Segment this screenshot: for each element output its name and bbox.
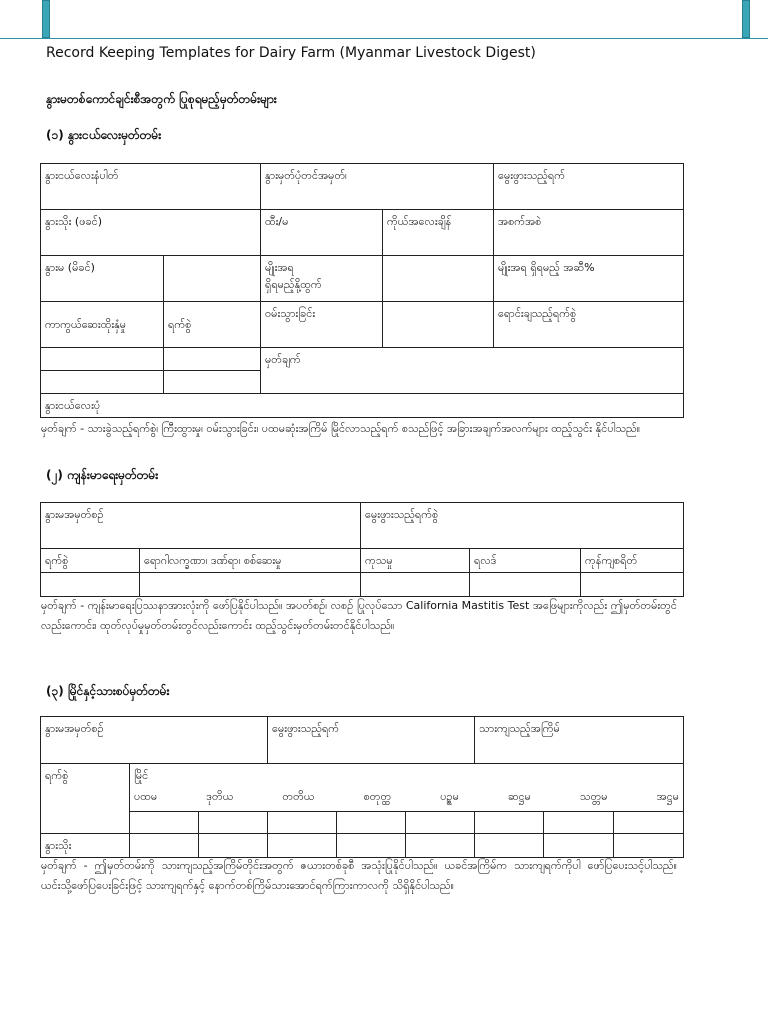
cow-number-cell: နွားမအမှတ်စဉ် [41,503,361,549]
blank-cell [544,834,614,858]
blank-cell [41,573,140,597]
diarrhea-cell: ဝမ်းသွားခြင်း [261,302,383,348]
calf-number-cell: နွားငယ်လေးနံပါတ် [41,164,261,210]
bull-label-cell: နွားသိုး [41,834,130,858]
heat-label: မြိုင် [134,769,149,782]
table-row [41,164,684,210]
table-row [41,549,684,573]
blank-cell [475,834,544,858]
blank-cell [337,834,406,858]
main-heading: နွားမတစ်ကောင်ချင်းစီအတွက် ပြုစုရမည့်မှတ်တမ်းများ [46,92,277,106]
ordinal-4: စတုတ္ထ [363,790,392,803]
sex-cell: ထီး/မ [261,210,383,256]
section-2-heading: (၂) ကျန်းမာရေးမှတ်တမ်း [46,468,159,482]
blank-cell [41,348,164,371]
sire-cell: နွားသိုး (ဖခင်) [41,210,261,256]
blank-cell [164,348,261,371]
calf-record-table [40,163,684,418]
vaccination-date-cell: ရက်စွဲ [164,302,261,348]
blank-cell [41,371,164,394]
ordinal-1: ပထမ [134,790,158,803]
header-accent-right [742,0,750,38]
treatment-header: ကုသမှု [361,549,470,573]
blank-cell [544,812,614,834]
table-row [41,348,684,371]
blank-cell [199,834,268,858]
section-3-heading: (၃) မြိုင်နှင့်သားစပ်မှတ်တမ်း [46,684,170,698]
cow-number-cell: နွားမအမှတ်စဉ် [41,717,268,764]
date-label-cell: ရက်စွဲ [41,764,130,834]
ordinal-7: သတ္တမ [579,790,608,803]
body-weight-cell: ကိုယ်အလေးချိန် [383,210,494,256]
table-row [41,717,684,764]
expected-milk-line-2: ရှိရမည့်နို့ထွက် [265,278,322,291]
blank-cell [406,812,475,834]
table-row [41,210,684,256]
blank-cell [140,573,361,597]
diarrhea-value-cell [383,302,494,348]
blank-cell [614,834,684,858]
ordinal-5: ပဉ္စမ [440,790,459,803]
blank-cell [361,573,470,597]
blank-cell [470,573,581,597]
blank-cell [406,834,475,858]
birth-date-cell: မွေးဖွားသည့်ရက်စွဲ [361,503,684,549]
blank-cell [614,812,684,834]
ordinal-row [134,784,679,805]
heat-cell [130,764,684,812]
birth-date-cell: မွေးဖွားသည့်ရက် [268,717,475,764]
table-row [41,256,684,302]
section-2-note: မှတ်ချက် - ကျန်းမာရေးပြဿနာအားလုံးကို ဖော်ပြနိုင်ပါသည်။ အပတ်စဉ်၊ လစဉ် ပြုလုပ်သော California Mastitis Test အဖြေများကိုလည်း ဤမှတ်တမ်းတွင်လည်းကောင်း၊ ထုတ်လုပ်မှုမှတ်တမ်းတွင်လည်းကောင်း ထည့်သွင်းမှတ်တမ်းတင်နိုင်ပါသည်။ [41,599,677,632]
expected-milk-line-1: မျိုးအရ [265,261,294,274]
table-row [41,302,684,348]
ordinal-2: ဒုတိယ [206,790,234,803]
blank-cell [581,573,684,597]
header-accent-left [42,0,50,38]
cost-header: ကုန်ကျစရိတ် [581,549,684,573]
remarks-cell: မှတ်ချက် [261,348,684,394]
ordinal-8: အဋ္ဌမ [656,790,679,803]
section-1-note: မှတ်ချက် - သားခွဲသည့်ရက်စွဲ၊ ကြီးထွားမှု၊ ဝမ်းသွားခြင်း၊ ပထမဆုံးအကြိမ် မြိုင်လာသည့်ရက် စသည်ဖြင့် အခြားအချက်အလက်များ ထည့်သွင်း နိုင်ပါသည်။ [41,422,641,435]
health-record-table [40,502,684,597]
section-3-note: မှတ်ချက် - ဤမှတ်တမ်းကို သားကျသည့်အကြိမ်တိုင်းအတွက် ဇယားတစ်ခုစီ အသုံးပြုနိုင်ပါသည်။ ယခင်အကြိမ်က သားကျရက်ကိုပါ ဖော်ပြပေးသင့်ပါသည်။ ယင်းသို့ဖော်ပြပေးခြင်းဖြင့် သားကျရက်နှင့် နောက်တစ်ကြိမ်သားအောင်ရက်ကြားကာလကို သိရှိနိုင်ပါသည်။ [41,859,677,892]
markings-cell: အစက်အစဲ [494,210,684,256]
date-header: ရက်စွဲ [41,549,140,573]
section-1-heading: (၁) နွားငယ်လေးမှတ်တမ်း [46,128,162,142]
table-row [41,834,684,858]
dam-value-cell [164,256,261,302]
blank-cell [130,812,199,834]
page-title: Record Keeping Templates for Dairy Farm (Myanmar Livestock Digest) [46,45,536,61]
blank-cell [268,812,337,834]
blank-cell [130,834,199,858]
breeding-record-table [40,716,684,858]
blank-cell [337,812,406,834]
calving-number-cell: သားကျသည့်အကြိမ် [475,717,684,764]
calf-photo-cell: နွားငယ်လေးပုံ [41,394,684,418]
table-row [41,503,684,549]
ordinal-3: တတိယ [282,790,315,803]
table-row [41,573,684,597]
ordinal-6: ဆဋ္ဌမ [507,790,531,803]
expected-milk-cell [261,256,383,302]
vaccination-cell: ကာကွယ်ဆေးထိုးနှံမှု [41,302,164,348]
expected-fat-cell: မျိုးအရ ရှိရမည့် အဆီ% [494,256,684,302]
symptom-header: ရောဂါလက္ခဏာ၊ ဒဏ်ရာ၊ စစ်ဆေးမှု [140,549,361,573]
table-row [41,812,684,834]
birth-date-cell: မွေးဖွားသည့်ရက် [494,164,684,210]
blank-cell [268,834,337,858]
dam-cell: နွားမ (မိခင်) [41,256,164,302]
registration-number-cell: နွားမှတ်ပုံတင်အမှတ်၊ [261,164,494,210]
sale-date-cell: ရောင်းချသည့်ရက်စွဲ [494,302,684,348]
blank-cell [164,371,261,394]
table-row [41,764,684,812]
blank-cell [475,812,544,834]
expected-milk-value-cell [383,256,494,302]
blank-cell [199,812,268,834]
table-row [41,394,684,418]
result-header: ရလဒ် [470,549,581,573]
header-rule [0,38,768,39]
